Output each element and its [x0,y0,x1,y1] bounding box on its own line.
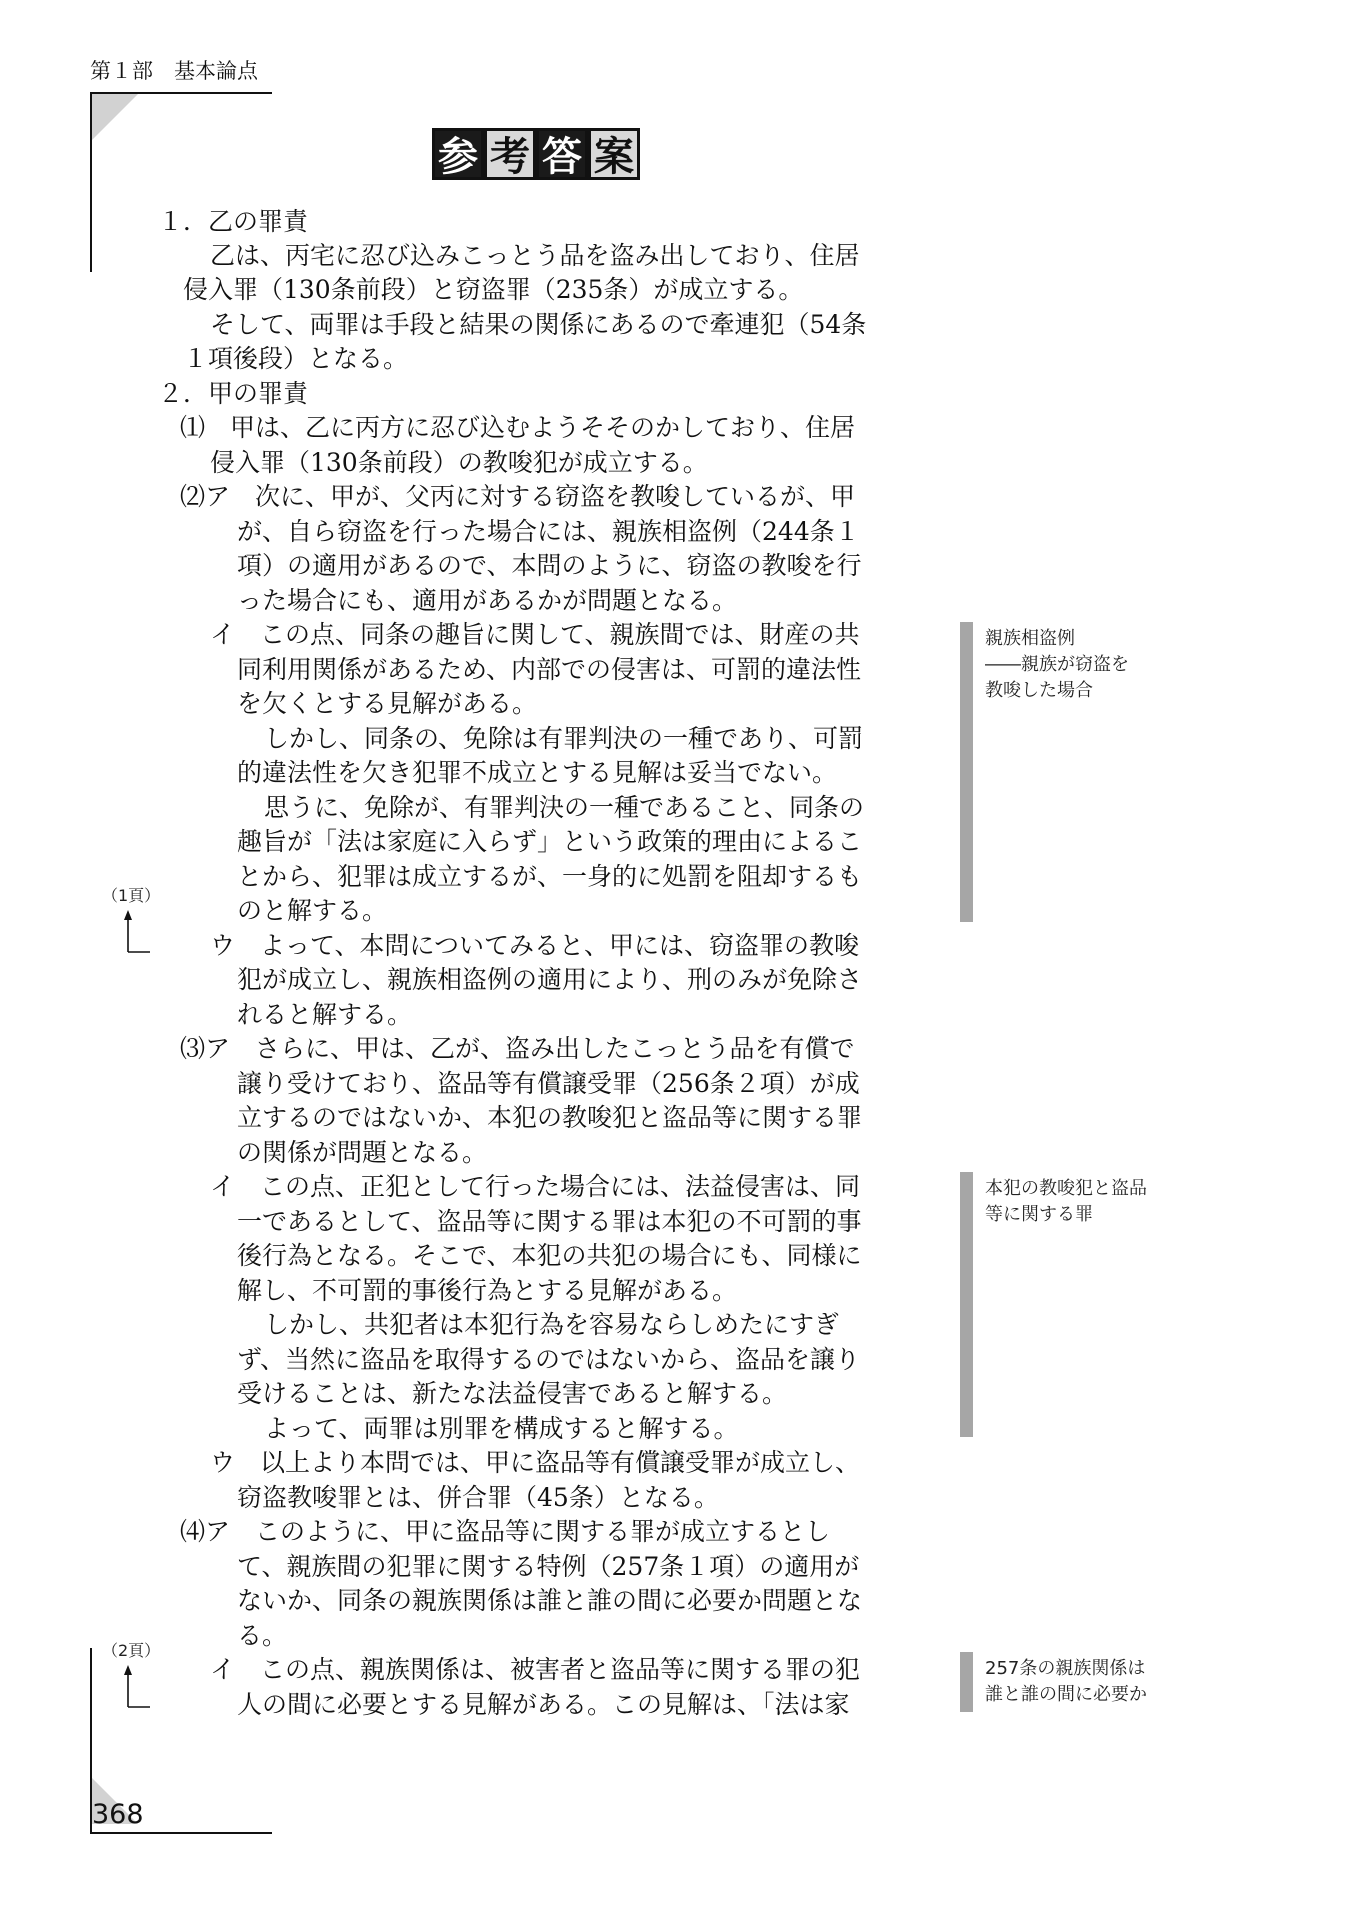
text-line: 人の間に必要とする見解がある。この見解は、「法は家 [237,1690,850,1719]
text-line: て、親族間の犯罪に関する特例（257条１項）の適用が [237,1552,860,1581]
text-line: 一であるとして、盗品等に関する罪は本犯の不可罰的事 [237,1207,862,1236]
text-line: を欠くとする見解がある。 [237,689,538,718]
text-line: ２．甲の罪責 [158,379,309,408]
text-line: る。 [237,1621,288,1650]
text-line: 解し、不可罰的事後行為とする見解がある。 [237,1276,738,1305]
text-line: １．乙の罪責 [158,207,309,236]
text-line: とから、犯罪は成立するが、一身的に処罰を阻却するも [237,862,863,891]
margin-note-line: 教唆した場合 [985,680,1093,701]
header-part: 第１部 [90,59,153,83]
page-title [432,128,640,180]
text-line: イ この点、正犯として行った場合には、法益侵害は、同 [210,1172,861,1201]
text-line: のと解する。 [237,896,388,925]
margin-note [985,626,1129,704]
text-line: ウ 以上より本問では、甲に盗品等有償譲受罪が成立し、 [210,1448,861,1477]
text-line: イ この点、同条の趣旨に関して、親族間では、財産の共 [210,620,860,649]
margin-note-bar [960,1652,973,1712]
text-line: よって、両罪は別罪を構成すると解する。 [264,1414,739,1443]
margin-note-line: 本犯の教唆犯と盗品 [985,1178,1147,1199]
text-line: イ この点、親族関係は、被害者と盗品等に関する罪の犯 [210,1655,861,1684]
text-line: 後行為となる。そこで、本犯の共犯の場合にも、同様に [237,1241,862,1270]
title-char: 考 [484,128,536,180]
text-line: 的違法性を欠き犯罪不成立とする見解は妥当でない。 [237,758,838,787]
text-line: ないか、同条の親族関係は誰と誰の間に必要か問題とな [237,1586,863,1615]
text-line: 同利用関係があるため、内部での侵害は、可罰的違法性 [237,655,862,684]
text-line: った場合にも、適用があるかが問題となる。 [237,586,738,615]
text-line: しかし、共犯者は本犯行為を容易ならしめたにすぎ [264,1310,840,1339]
text-line: ⑷ア このように、甲に盗品等に関する罪が成立するとし [180,1517,831,1546]
text-line: 趣旨が「法は家庭に入らず」という政策的理由によるこ [237,827,863,856]
text-line: 項）の適用があるので、本問のように、窃盗の教唆を行 [237,551,862,580]
text-line: 受けることは、新たな法益侵害であると解する。 [237,1379,788,1408]
margin-note-bar [960,1172,973,1437]
page-number: 368 [92,1799,144,1830]
margin-note-line: 257条の親族関係は [985,1658,1146,1679]
margin-note-line: ――親族が窃盗を [985,654,1129,675]
margin-note-line: 誰と誰の間に必要か [985,1684,1147,1705]
text-line: 乙は、丙宅に忍び込みこっとう品を盗み出しており、住居 [210,241,860,270]
page-ref-arrow-icon [118,1661,154,1711]
text-line: １項後段）となる。 [183,344,409,373]
text-line: 思うに、免除が、有罪判決の一種であること、同条の [264,793,865,822]
footer-rule [90,1832,272,1834]
text-line: そして、両罪は手段と結果の関係にあるので牽連犯（54条 [210,310,867,339]
text-line: 立するのではないか、本犯の教唆犯と盗品等に関する罪 [237,1103,863,1132]
page-ref: （1頁） [102,886,161,905]
text-line: しかし、同条の、免除は有罪判決の一種であり、可罰 [264,724,864,753]
margin-note-line: 等に関する罪 [985,1204,1093,1225]
text-line: ⑵ア 次に、甲が、父丙に対する窃盗を教唆しているが、甲 [180,482,856,511]
title-char: 答 [536,128,588,180]
text-line: ⑴ 甲は、乙に丙方に忍び込むようそそのかしており、住居 [180,413,856,442]
text-line: 犯が成立し、親族相盗例の適用により、刑のみが免除さ [237,965,863,994]
margin-note-line: 親族相盗例 [985,628,1075,649]
margin-note [985,1176,1147,1228]
page-ref-arrow-icon [118,906,154,956]
text-line: ⑶ア さらに、甲は、乙が、盗み出したこっとう品を有償で [180,1034,855,1063]
text-line: が、自ら窃盗を行った場合には、親族相盗例（244条１ [237,517,860,546]
text-line: の関係が問題となる。 [237,1138,488,1167]
text-line: 譲り受けており、盗品等有償譲受罪（256条２項）が成 [237,1069,860,1098]
text-line: れると解する。 [237,1000,413,1029]
corner-decoration [92,94,138,140]
text-line: 窃盗教唆罪とは、併合罪（45条）となる。 [237,1483,719,1512]
title-char: 案 [588,128,640,180]
text-line: 侵入罪（130条前段）と窃盗罪（235条）が成立する。 [183,275,804,304]
text-line: ウ よって、本問についてみると、甲には、窃盗罪の教唆 [210,931,860,960]
title-char: 参 [432,128,484,180]
margin-note [985,1656,1147,1708]
running-header [90,56,258,86]
margin-note-bar [960,622,973,922]
text-line: ず、当然に盗品を取得するのではないから、盗品を譲り [237,1345,861,1374]
header-section: 基本論点 [174,59,258,83]
text-line: 侵入罪（130条前段）の教唆犯が成立する。 [210,448,708,477]
page-ref: （2頁） [102,1641,161,1660]
